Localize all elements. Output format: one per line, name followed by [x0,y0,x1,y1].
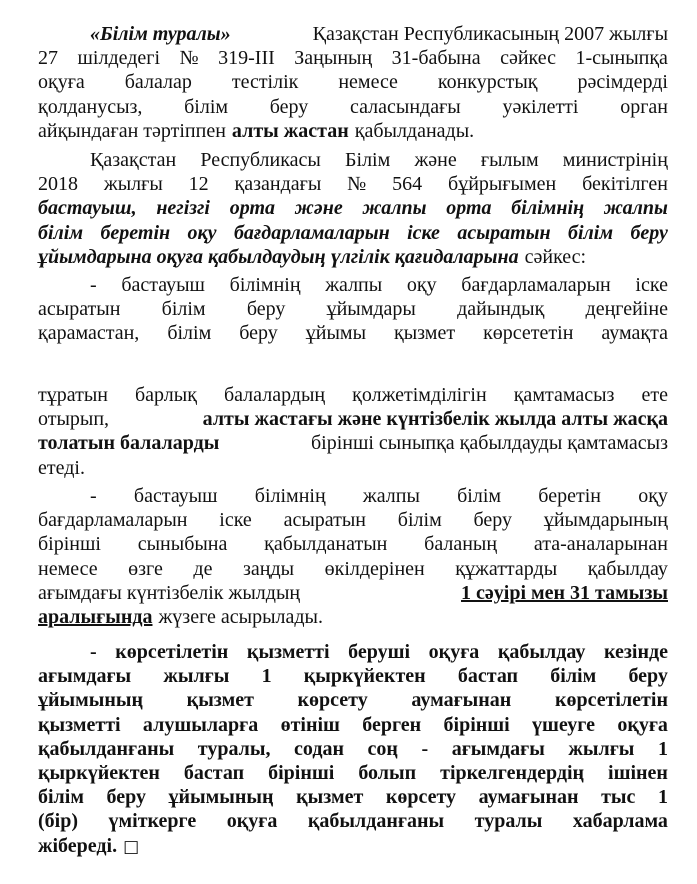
word: Заңының [294,47,373,70]
word: туралы [474,810,543,833]
word: өзге [128,557,163,580]
word: оқу [638,485,668,507]
word: білім [457,485,502,507]
word: көрсететін [483,322,574,345]
word: Білім [345,149,391,171]
word: білімнің [254,485,326,507]
word: білім [38,221,84,244]
text-line [38,737,668,761]
word: 2018 [38,173,78,196]
text-line [38,119,668,143]
text-line [38,557,668,581]
word: білім [184,95,229,118]
word: қазандағы [234,173,322,196]
word: конкурстық [437,71,538,94]
word: қызмет [186,689,254,712]
word: аумағынан [478,786,579,809]
text-line [38,297,668,321]
word: аумақта [601,322,668,345]
word: бұйрығымен [448,173,557,196]
word: оқуға [428,641,480,663]
word: қабылданғаны [307,810,445,833]
text-span: ағымдағы күнтізбелік жылдың [38,581,301,604]
word: қолданусыз, [38,95,143,118]
text-line [38,581,668,605]
word: қызмет [296,786,364,809]
word: жылғы [103,173,163,196]
word: - [90,485,97,507]
word: іске [635,274,668,296]
text-line [38,484,668,508]
word: білім [161,298,206,321]
word: бағдарламаларын [38,509,188,532]
word: қабылдау [497,641,586,663]
underlined-date-range: 1 сәуірі мен 31 тамызы [461,581,668,604]
text-line [38,834,668,858]
word: жалпы [362,197,427,220]
word: сыныбына [137,533,228,556]
word: беру [473,509,513,532]
word: үміткерге [108,810,197,833]
word: ұйымы [305,322,367,345]
text-line [38,532,668,556]
word: ішінен [608,761,668,784]
bold-phrase: алты жастан [231,119,349,142]
word: білім [167,322,212,345]
word: Қазақстан [90,149,177,171]
word: ғылым [480,149,539,171]
word: 319-III [218,47,275,70]
word: - [421,737,429,760]
word: қабылданатын [264,533,388,556]
word: және [414,149,457,171]
text-span: Қазақстан Республикасының 2007 жылғы [312,23,668,45]
word: оқуға [226,810,278,833]
text-line [38,383,668,407]
word: ұйымының [38,689,144,712]
paragraph-law-reference [38,22,668,143]
word: және [294,197,343,220]
word: қыркүйектен [38,761,160,784]
text-line [38,172,668,196]
word: бірінші [268,761,335,784]
word: тыс [601,786,636,809]
word: бастауыш [121,274,205,296]
word: қызметті [38,713,121,736]
word: жылғы [163,665,230,688]
word: Республикасы [200,149,321,171]
word: қызмет [394,322,456,345]
word: бастауыш, [38,197,137,220]
paragraph-admission-age [38,383,668,480]
word: беру [269,95,309,118]
word: орта [446,197,492,220]
text-line [38,70,668,94]
word: (бір) [38,810,78,833]
word: білімнің [511,197,585,220]
word: бастауыш [133,485,218,507]
word: беру [106,786,146,809]
word: іске [219,509,252,532]
word: - [90,641,97,663]
word: үшеуге [532,713,595,736]
word: аумағынан [411,689,512,712]
word: беру [239,322,278,345]
word: болып [358,761,417,784]
word: саласындағы [349,95,461,118]
word: 12 [188,173,209,196]
word: оқу [187,221,217,244]
text-span: отырып, [38,408,110,431]
word: уәкілетті [502,95,579,118]
text-line [38,605,668,629]
word: бірінші [443,713,510,736]
word: рәсімдерді [577,71,668,94]
bold-italic-phrase: ұйымдарына оқуға қабылдаудың үлгілік қағидаларына [38,245,519,268]
text-line [38,809,668,833]
paragraph-bullet-access [38,273,668,346]
word: қамтамасыз [513,384,615,406]
word: шілдедегі [77,47,161,70]
text-line [38,761,668,785]
word: қыркүйектен [303,665,426,688]
text-line [38,664,668,688]
word: білім [38,786,84,809]
text-line [38,22,668,46]
word: көрсетілетін [554,689,668,712]
word: ете [641,384,668,406]
word: оқуға [617,713,668,736]
text-line [38,148,668,172]
law-title: «Білім туралы» [90,23,231,45]
word: немесе [338,71,398,94]
word: беру [246,298,286,321]
word: құжаттарды [455,557,558,580]
word: қолжетімділігін [352,384,487,406]
word: білім [568,221,614,244]
word: балалар [124,71,192,94]
word: балалардың [223,384,326,406]
word: өкілдерінен [324,557,425,580]
word: орган [620,95,668,118]
word: ұйымының [168,786,274,809]
word: көрсету [297,689,368,712]
bold-phrase: толатын балаларды [38,432,220,455]
text-line [38,640,668,664]
text-span: қабылданады. [354,119,475,142]
text-span: жүзеге асырылады. [158,605,323,628]
word: жылғы [568,737,635,760]
word: қабылданғаны [38,737,175,760]
word: туралы, [197,737,271,760]
text-span: бірінші сыныпқа қабылдауды қамтамасыз [310,432,668,455]
text-line [38,245,668,269]
text-line [38,95,668,119]
word: білімнің [229,274,301,296]
word: оқуға [38,71,85,94]
word: бастап [183,761,245,784]
word: 1 [657,737,668,760]
text-line [38,46,668,70]
word: заңды [242,557,295,580]
word: білім [550,665,597,688]
word: сәйкес [500,47,557,70]
paragraph-ministry-order [38,148,668,269]
word: беру [630,221,668,244]
word: өтініш [280,713,340,736]
underlined-phrase: аралығында [38,605,153,628]
word: 31-бабына [391,47,481,70]
word: қызметті [246,641,330,663]
text-line [38,196,668,220]
bold-phrase: алты жастағы және күнтізбелік жылда алты жасқа [202,408,668,431]
word: бағдарламаларын [233,221,390,244]
text-line [38,407,668,431]
word: асыратын [38,298,121,321]
word: ұйымдары [326,298,416,321]
word: де [193,557,213,580]
word: дайындық [457,298,545,321]
word: берген [362,713,422,736]
word: жалпы [325,274,383,296]
word: немесе [38,557,98,580]
text-line [38,273,668,297]
word: бірінші [38,533,101,556]
word: тіркелгендердің [440,761,585,784]
word: ағымдағы [451,737,545,760]
word: содан [294,737,344,760]
word: 564 [392,173,423,196]
word: ата-аналарынан [533,533,668,556]
text-line [38,321,668,345]
word: деңгейіне [585,298,668,321]
word: негізгі [156,197,210,220]
word: жалпы [603,197,668,220]
word: асыратын [457,221,551,244]
text-span: жібереді. [38,834,118,857]
text-line [38,688,668,712]
word: № [179,47,199,70]
word: жалпы [362,485,420,507]
word: алушыларға [142,713,259,736]
word: министрінің [562,149,668,171]
word: бастап [457,665,519,688]
text-line: етеді. [38,456,85,479]
word: 27 [38,47,58,70]
word: тұратын [38,384,108,406]
text-line [38,221,668,245]
paragraph-bullet-notification [38,640,668,858]
word: ұйымдарының [543,509,668,532]
word: ағымдағы [38,665,132,688]
word: беретін [538,485,601,507]
word: 1 [261,665,272,688]
word: көрсетілетін [115,641,229,663]
text-span: айқындаған тәртіппен [38,119,226,142]
word: көрсету [385,786,457,809]
word: қабылдау [587,557,668,580]
word: хабарлама [572,810,668,833]
word: кезінде [603,641,668,663]
text-line [38,785,668,809]
word: № [347,173,367,196]
word: беруші [348,641,411,663]
word: 1-сыныпқа [575,47,668,70]
word: тестілік [231,71,299,94]
word: асыратын [283,509,367,532]
text-line [38,713,668,737]
word: іске [407,221,440,244]
word: 1 [657,786,668,809]
word: оқу [406,274,437,296]
word: соң [367,737,398,760]
missing-glyph-icon: □ [123,836,140,857]
word: беру [628,665,668,688]
word: - [90,274,97,296]
word: білім [397,509,442,532]
text-span: сәйкес: [524,245,587,268]
word: барлық [135,384,197,406]
text-line [38,508,668,532]
word: орта [229,197,276,220]
word: бағдарламаларын [461,274,611,296]
word: бекітілген [582,173,668,196]
paragraph-bullet-documents [38,484,668,629]
text-line [38,431,668,455]
word: қарамастан, [38,322,140,345]
word: баланың [424,533,498,556]
word: беретін [100,221,171,244]
